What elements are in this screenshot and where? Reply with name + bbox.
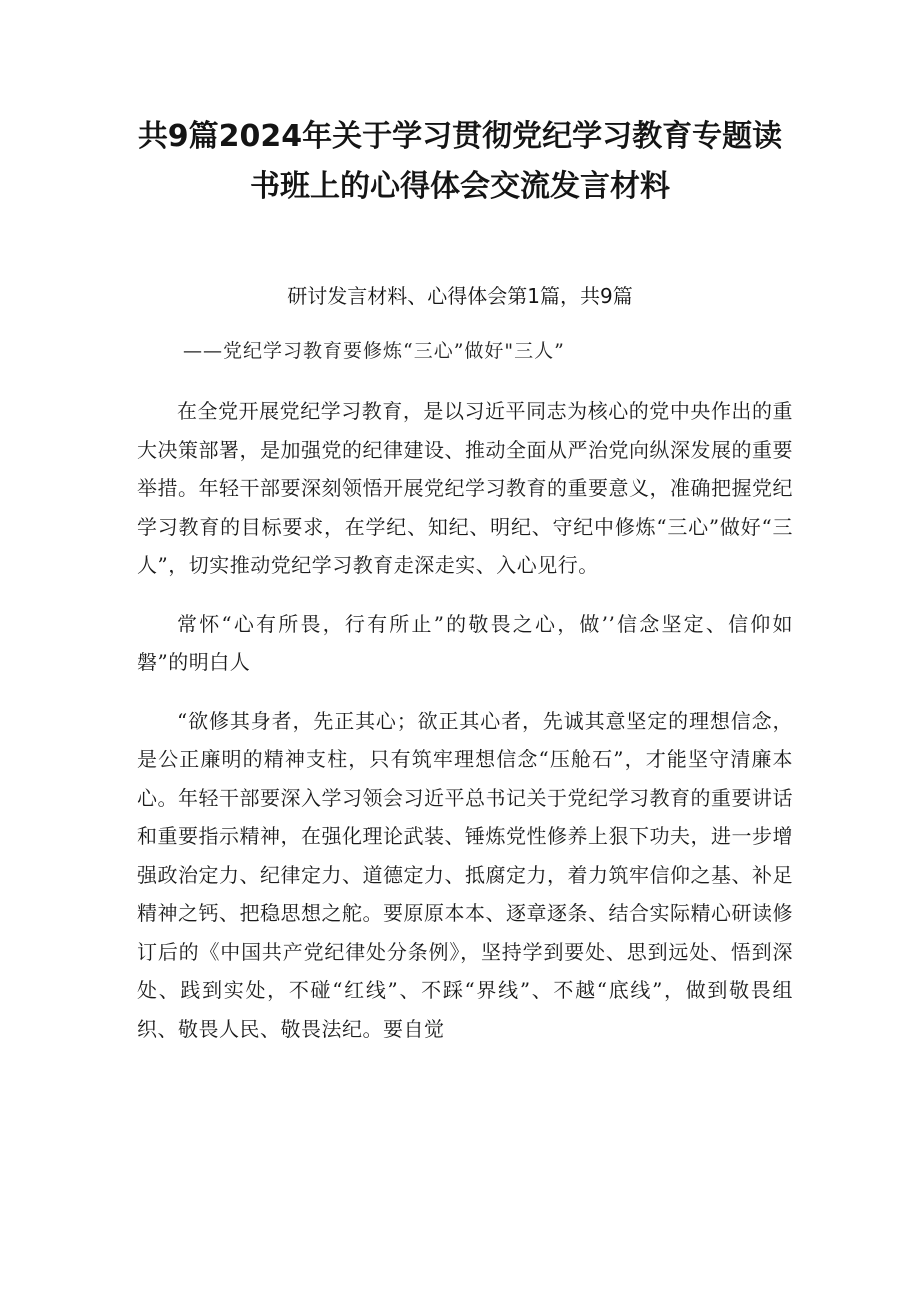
paragraph-point-heading: 常怀“心有所畏，行有所止”的敬畏之心，做’’信念坚定、信仰如磐”的明白人 [137,611,793,674]
paragraph-body: “欲修其身者，先正其心；欲正其心者，先诚其意坚定的理想信念，是公正廉明的精神支柱，只有筑牢理想信念“压舱石”，才能坚守清廉本心。年轻干部要深入学习领会习近平总书记关于党纪学习教育的重要讲话和重要指示精神，在强化理论武装、锤炼党性修养上狠下功夫，进一步增强政治定力、纪律定力、道德定力、抵腐定力，着力筑牢信仰之基、补足精神之钙、把稳思想之舵。要原原本本、逐章逐条、结合实际精心研读修订后的《中国共产党纪律处分条例》，坚持学到要处、思到远处、悟到深处、践到实处，不碰“红线”、不踩“界线”、不越“底线”，做到敬畏组织、敬畏人民、敬畏法纪。要自觉 [137,708,793,1041]
paragraph-intro: 在全党开展党纪学习教育，是以习近平同志为核心的党中央作出的重大决策部署，是加强党的纪律建设、推动全面从严治党向纵深发展的重要举措。年轻干部要深刻领悟开展党纪学习教育的重要意义，准确把握党纪学习教育的目标要求，在学纪、知纪、明纪、守纪中修炼“三心”做好“三人”，切实推动党纪学习教育走深走实、入心见行。 [137,399,793,577]
section-heading: 研讨发言材料、心得体会第1篇，共9篇 [287,284,633,308]
document-title-line-1: 共9篇2024年关于学习贯彻党纪学习教育专题读 [137,119,783,154]
section-subtitle: ——党纪学习教育要修炼“三心”做好"三人” [183,340,565,362]
body-text [137,392,793,1068]
document-title [120,112,800,212]
document-title-line-2: 书班上的心得体会交流发言材料 [250,169,670,204]
